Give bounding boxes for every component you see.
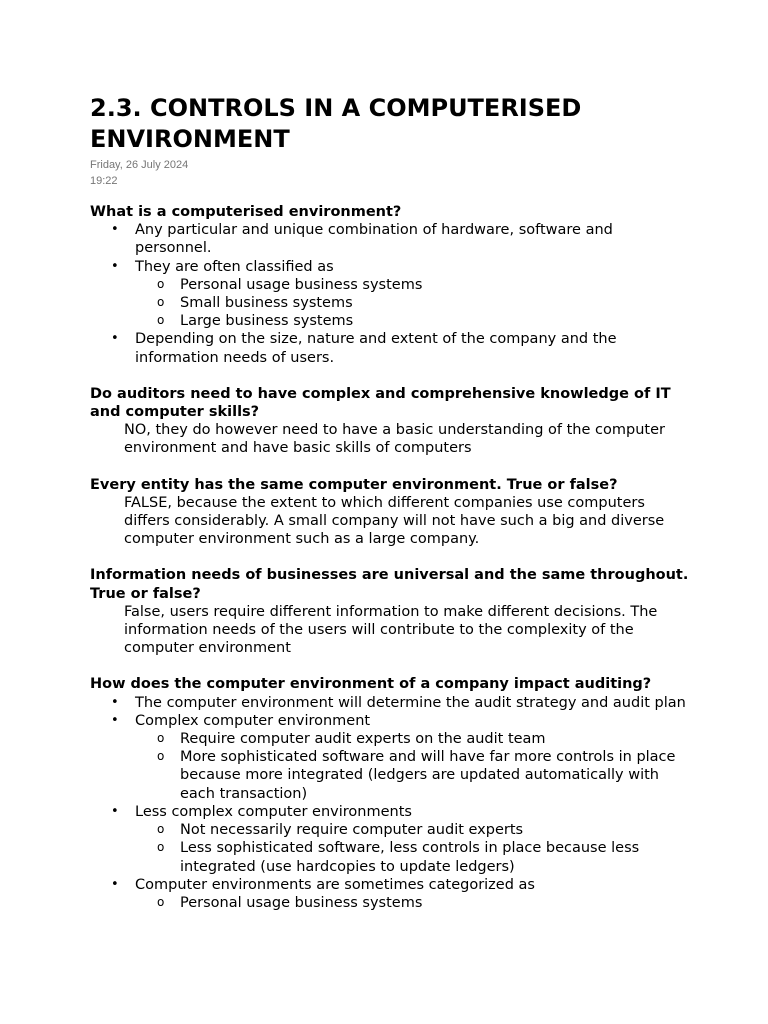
list-item [90,712,690,803]
list-item-text: Depending on the size, nature and extent of the company and the information needs of users. [135,331,617,366]
question-heading: Information needs of businesses are universal and the same throughout. True or false? [90,567,689,602]
list-item [90,694,690,712]
sub-bullet-marker: o [157,295,165,310]
sub-list-item [135,748,690,803]
list-item-text: Computer environments are sometimes categorized as [135,876,535,893]
section [90,566,690,657]
page-time: 19:22 [90,175,118,187]
sub-list [135,894,690,912]
sub-list [135,730,690,803]
list-item-text: The computer environment will determine the audit strategy and audit plan [135,694,686,711]
bullet-marker: • [111,694,119,710]
sub-bullet-marker: o [157,731,165,746]
list-item-text: Complex computer environment [135,712,371,729]
sections [90,203,690,912]
note-content [90,93,690,912]
section [90,385,690,458]
question-heading: What is a computerised environment? [90,204,402,220]
bullet-list [90,221,690,367]
sub-bullet-marker: o [157,894,165,909]
sub-list-item [135,730,690,748]
list-item-text: Any particular and unique combination of hardware, software and personnel. [135,222,613,257]
list-item [90,221,690,257]
list-item-text: They are often classified as [135,258,334,275]
question-heading: How does the computer environment of a company impact auditing? [90,676,652,693]
bullet-marker: • [111,222,119,238]
sub-list [135,276,690,331]
sub-list-item-text: Personal usage business systems [180,276,423,293]
page-title: 2.3. CONTROLS IN A COMPUTERISED ENVIRONMENT [90,94,582,153]
section [90,203,690,367]
bullet-marker: • [111,258,119,274]
list-item [90,258,690,331]
list-item [90,803,690,876]
sub-list-item-text: Large business systems [180,313,354,330]
bullet-marker: • [111,803,119,819]
sub-list-item [135,294,690,312]
bullet-list [90,694,690,912]
list-item [90,330,690,366]
section [90,675,690,912]
sub-list-item-text: More sophisticated software and will have far more controls in place because more integrated (ledgers are updated automatically with each transaction) [180,749,676,802]
sub-list-item-text: Personal usage business systems [180,894,423,911]
sub-list-item-text: Require computer audit experts on the audit team [180,731,546,748]
sub-list-item [135,312,690,330]
page-date: Friday, 26 July 2024 [90,159,189,171]
sub-list-item [135,276,690,294]
bullet-marker: • [111,712,119,728]
question-heading: Do auditors need to have complex and comprehensive knowledge of IT and computer skills? [90,385,671,421]
list-item-text: Less complex computer environments [135,803,412,820]
bullet-marker: • [111,331,119,347]
answer-text: False, users require different information to make different decisions. The information needs of the users will contribute to the complexity of the computer environment [124,603,658,657]
sub-list-item [135,821,690,839]
page-meta [90,157,690,189]
sub-list-item-text: Not necessarily require computer audit experts [180,822,524,839]
bullet-marker: • [111,876,119,892]
sub-list-item-text: Small business systems [180,295,353,312]
sub-list [135,821,690,876]
question-heading: Every entity has the same computer environment. True or false? [90,476,618,493]
sub-bullet-marker: o [157,313,165,328]
sub-list-item [135,839,690,875]
sub-list-item [135,894,690,912]
sub-list-item-text: Less sophisticated software, less controls in place because less integrated (use hardcopies to update ledgers) [180,840,640,875]
list-item [90,876,690,912]
sub-bullet-marker: o [157,822,165,837]
sub-bullet-marker: o [157,749,165,764]
section [90,476,690,549]
sub-bullet-marker: o [157,840,165,855]
answer-text: NO, they do however need to have a basic understanding of the computer environment and have basic skills of computers [124,422,665,457]
sub-bullet-marker: o [157,276,165,291]
answer-text: FALSE, because the extent to which different companies use computers differs considerably. A small company will not have such a big and diverse computer environment such as a large company. [124,494,665,548]
